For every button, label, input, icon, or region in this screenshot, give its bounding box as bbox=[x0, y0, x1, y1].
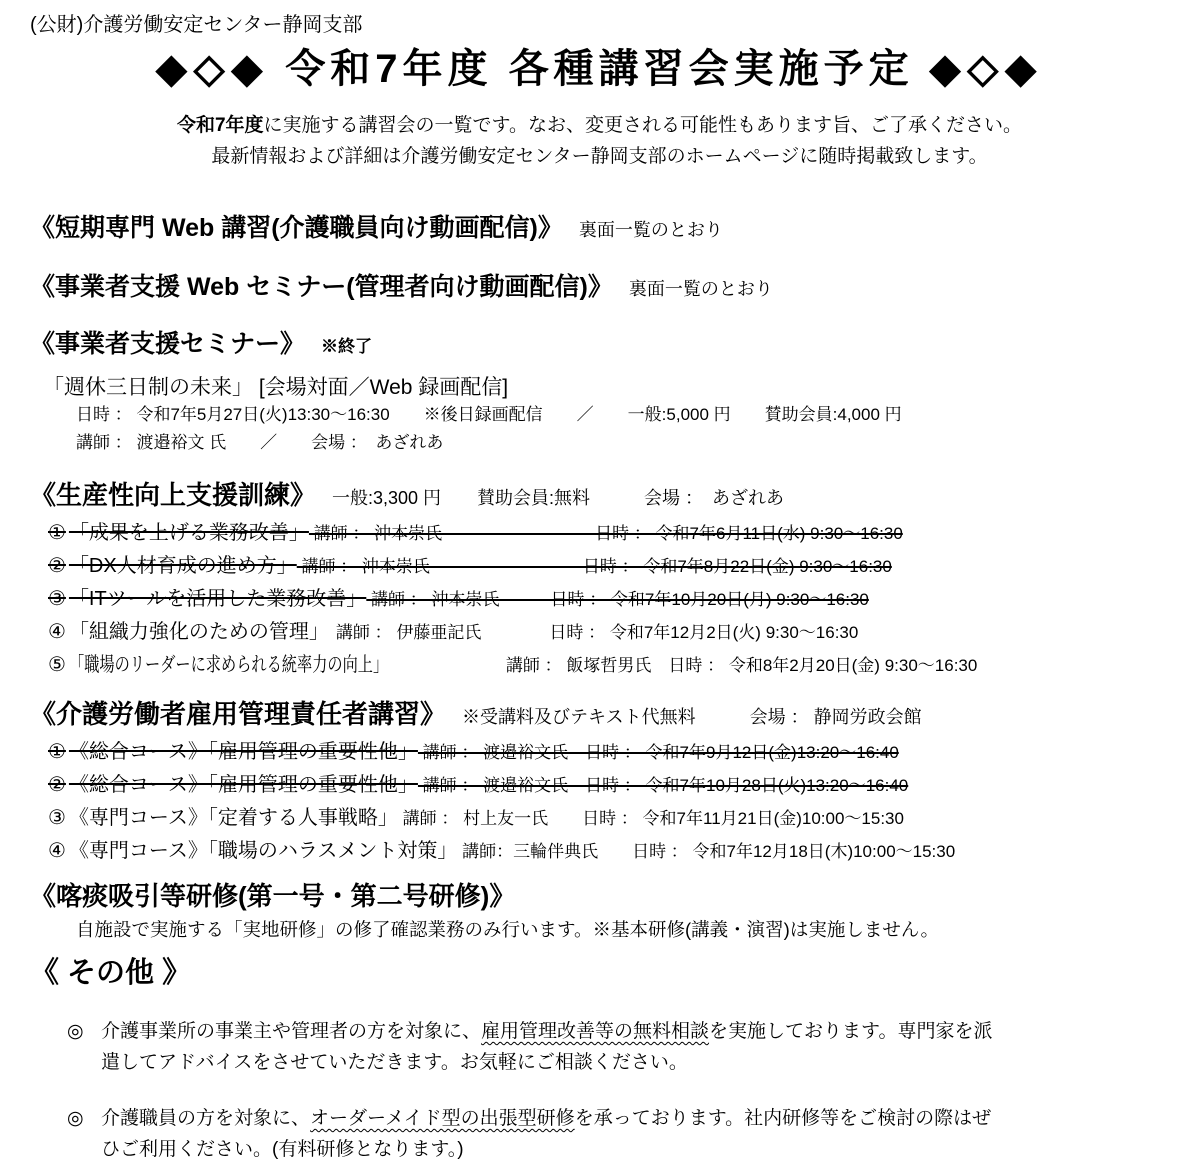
course-title: 《専門コース》「職場のハラスメント対策」 bbox=[68, 840, 458, 862]
course-title: 《総合コース》「雇用管理の重要性他」 bbox=[68, 741, 418, 763]
section-productivity bbox=[30, 478, 1169, 512]
course-row bbox=[48, 517, 1169, 550]
course-details: 講師 ： 飯塚哲男氏 日時 ： 令和8年2月20日(金) 9:30～16:30 bbox=[488, 656, 978, 675]
course-row bbox=[48, 736, 1169, 769]
double-circle-bullet: ◎ bbox=[67, 1108, 84, 1129]
section-other bbox=[30, 955, 1169, 991]
other-text-pre: 介護事業所の事業主や管理者の方を対象に、 bbox=[101, 1021, 482, 1042]
course-row bbox=[48, 583, 1169, 616]
seminar-lecturer-venue: 講師 ： 渡邉裕文 氏 ／ 会場 ： あざれあ bbox=[76, 433, 444, 452]
other-item bbox=[30, 1103, 1169, 1165]
section-biz-seminar bbox=[30, 328, 1169, 360]
course-row bbox=[48, 835, 1169, 868]
course-title: 「組織力強化のための管理」 bbox=[68, 621, 319, 643]
other-item bbox=[30, 1016, 1169, 1078]
seminar-course-title: 「週休三日制の未来」 [会場対面／Web 録画配信] bbox=[43, 376, 509, 399]
course-details: 講師 ： 沖本崇氏 日時 ： 令和7年8月22日(金) 9:30～16:30 bbox=[296, 557, 892, 576]
course-title: 《専門コース》「定着する人事戦略」 bbox=[68, 807, 398, 829]
course-number: ⑤ bbox=[48, 654, 66, 676]
page-title bbox=[30, 44, 1169, 94]
course-number: ① bbox=[48, 741, 66, 763]
seminar-datetime-fee: 日時 ： 令和7年5月27日(火)13:30～16:30 ※後日録画配信 ／ 一般:5,000 円 賛助会員:4,000 円 bbox=[76, 405, 902, 424]
intro-line-2: 最新情報および詳細は介護労働安定センター静岡支部のホームページに随時掲載致します。 bbox=[211, 146, 988, 167]
course-number: ④ bbox=[48, 840, 66, 862]
course-row bbox=[48, 550, 1169, 583]
section-ended-note: ※終了 bbox=[321, 337, 373, 356]
employment-course-list bbox=[48, 736, 1169, 868]
other-items bbox=[30, 1016, 1169, 1165]
course-details: 講師 ： 伊藤亜記氏 日時 ： 令和7年12月2日(火) 9:30～16:30 bbox=[318, 623, 859, 642]
course-number: ③ bbox=[48, 588, 66, 610]
section-heading: 《 その他 》 bbox=[30, 957, 192, 989]
section-heading: 《介護労働者雇用管理責任者講習》 bbox=[30, 699, 447, 729]
section-heading: 《喀痰吸引等研修(第一号・第二号研修)》 bbox=[30, 881, 516, 911]
kakutan-description: 自施設で実施する「実地研修」の修了確認業務のみ行います。※基本研修(講義・演習)は実施しません。 bbox=[76, 919, 939, 940]
intro-paragraph bbox=[30, 110, 1169, 172]
section-kakutan bbox=[30, 879, 1169, 913]
section-web-course bbox=[30, 212, 1169, 244]
section-heading: 《短期専門 Web 講習(介護職員向け動画配信)》 bbox=[30, 214, 563, 242]
other-item-text bbox=[101, 1103, 1003, 1165]
course-details: 講師 ： 渡邉裕文氏 日時 ： 令和7年9月12日(金)13:20～16:40 bbox=[417, 743, 899, 762]
other-text-post: を実施しております。専門家を派遣してアドバイスをさせていただきます。お気軽にご相談ください。 bbox=[101, 1021, 993, 1073]
course-number: ① bbox=[48, 522, 66, 544]
course-number: ④ bbox=[48, 621, 66, 643]
course-title: 「ITツールを活用した業務改善」 bbox=[68, 588, 367, 610]
page-title-text: 令和7年度 各種講習会実施予定 bbox=[285, 47, 914, 91]
diamond-deco-right: ◆◇◆ bbox=[929, 47, 1043, 91]
course-details: 講師 ： 村上友一氏 日時 ： 令和7年11月21日(金)10:00～15:30 bbox=[397, 809, 904, 828]
course-details: 講師 ： 沖本崇氏 日時 ： 令和7年6月11日(水) 9:30～16:30 bbox=[308, 524, 903, 543]
section-note: 裏面一覧のとおり bbox=[628, 279, 773, 299]
section-note: 裏面一覧のとおり bbox=[578, 220, 723, 240]
intro-line-1-rest: に実施する講習会の一覧です。なお、変更される可能性もあります旨、ご了承ください。 bbox=[263, 115, 1023, 136]
section-heading: 《事業者支援セミナー》 bbox=[30, 330, 306, 358]
course-details: 講師 ： 沖本崇氏 日時 ： 令和7年10月20日(月) 9:30～16:30 bbox=[366, 590, 869, 609]
section-fee-venue-note: ※受講料及びテキスト代無料 会場 ： 静岡労政会館 bbox=[462, 707, 922, 727]
other-text-underlined: 雇用管理改善等の無料相談 bbox=[481, 1021, 710, 1042]
other-text-post: を承っております。社内研修等をご検討の際はぜひご利用ください。(有料研修となります。) bbox=[101, 1108, 992, 1160]
course-number: ② bbox=[48, 774, 66, 796]
diamond-deco-left: ◆◇◆ bbox=[156, 47, 270, 91]
course-row bbox=[48, 802, 1169, 835]
intro-bold-term: 令和7年度 bbox=[176, 115, 264, 136]
section-heading: 《事業者支援 Web セミナー(管理者向け動画配信)》 bbox=[30, 273, 613, 301]
section-employment bbox=[30, 697, 1169, 731]
organization-name: (公財)介護労働安定センター静岡支部 bbox=[30, 14, 363, 36]
course-title: 「DX人材育成の進め方」 bbox=[68, 555, 297, 577]
course-title: 「職場のリーダーに求められる統率力の向上」 bbox=[68, 654, 389, 676]
course-title: 《総合コース》「雇用管理の重要性他」 bbox=[68, 774, 418, 796]
double-circle-bullet: ◎ bbox=[67, 1021, 84, 1042]
other-item-text bbox=[101, 1016, 1003, 1078]
section-heading: 《生産性向上支援訓練》 bbox=[30, 480, 317, 510]
other-text-underlined: オーダーメイド型の出張型研修 bbox=[310, 1108, 575, 1129]
course-number: ③ bbox=[48, 807, 66, 829]
course-details: 講師：三輪伴典氏 日時 ： 令和7年12月18日(木)10:00～15:30 bbox=[457, 842, 956, 861]
course-row bbox=[48, 769, 1169, 802]
intro-line-1 bbox=[30, 110, 1169, 141]
course-title: 「成果を上げる業務改善」 bbox=[68, 522, 309, 544]
course-details: 講師 ： 渡邉裕文氏 日時 ： 令和7年10月28日(火)13:20～16:40 bbox=[417, 776, 909, 795]
other-text-pre: 介護職員の方を対象に、 bbox=[101, 1108, 311, 1129]
productivity-course-list bbox=[48, 517, 1169, 682]
course-row bbox=[48, 616, 1169, 649]
course-row bbox=[48, 649, 1169, 682]
section-web-seminar bbox=[30, 271, 1169, 303]
course-number: ② bbox=[48, 555, 66, 577]
section-fee-venue-note: 一般:3,300 円 賛助会員:無料 会場 ： あざれあ bbox=[332, 488, 785, 508]
